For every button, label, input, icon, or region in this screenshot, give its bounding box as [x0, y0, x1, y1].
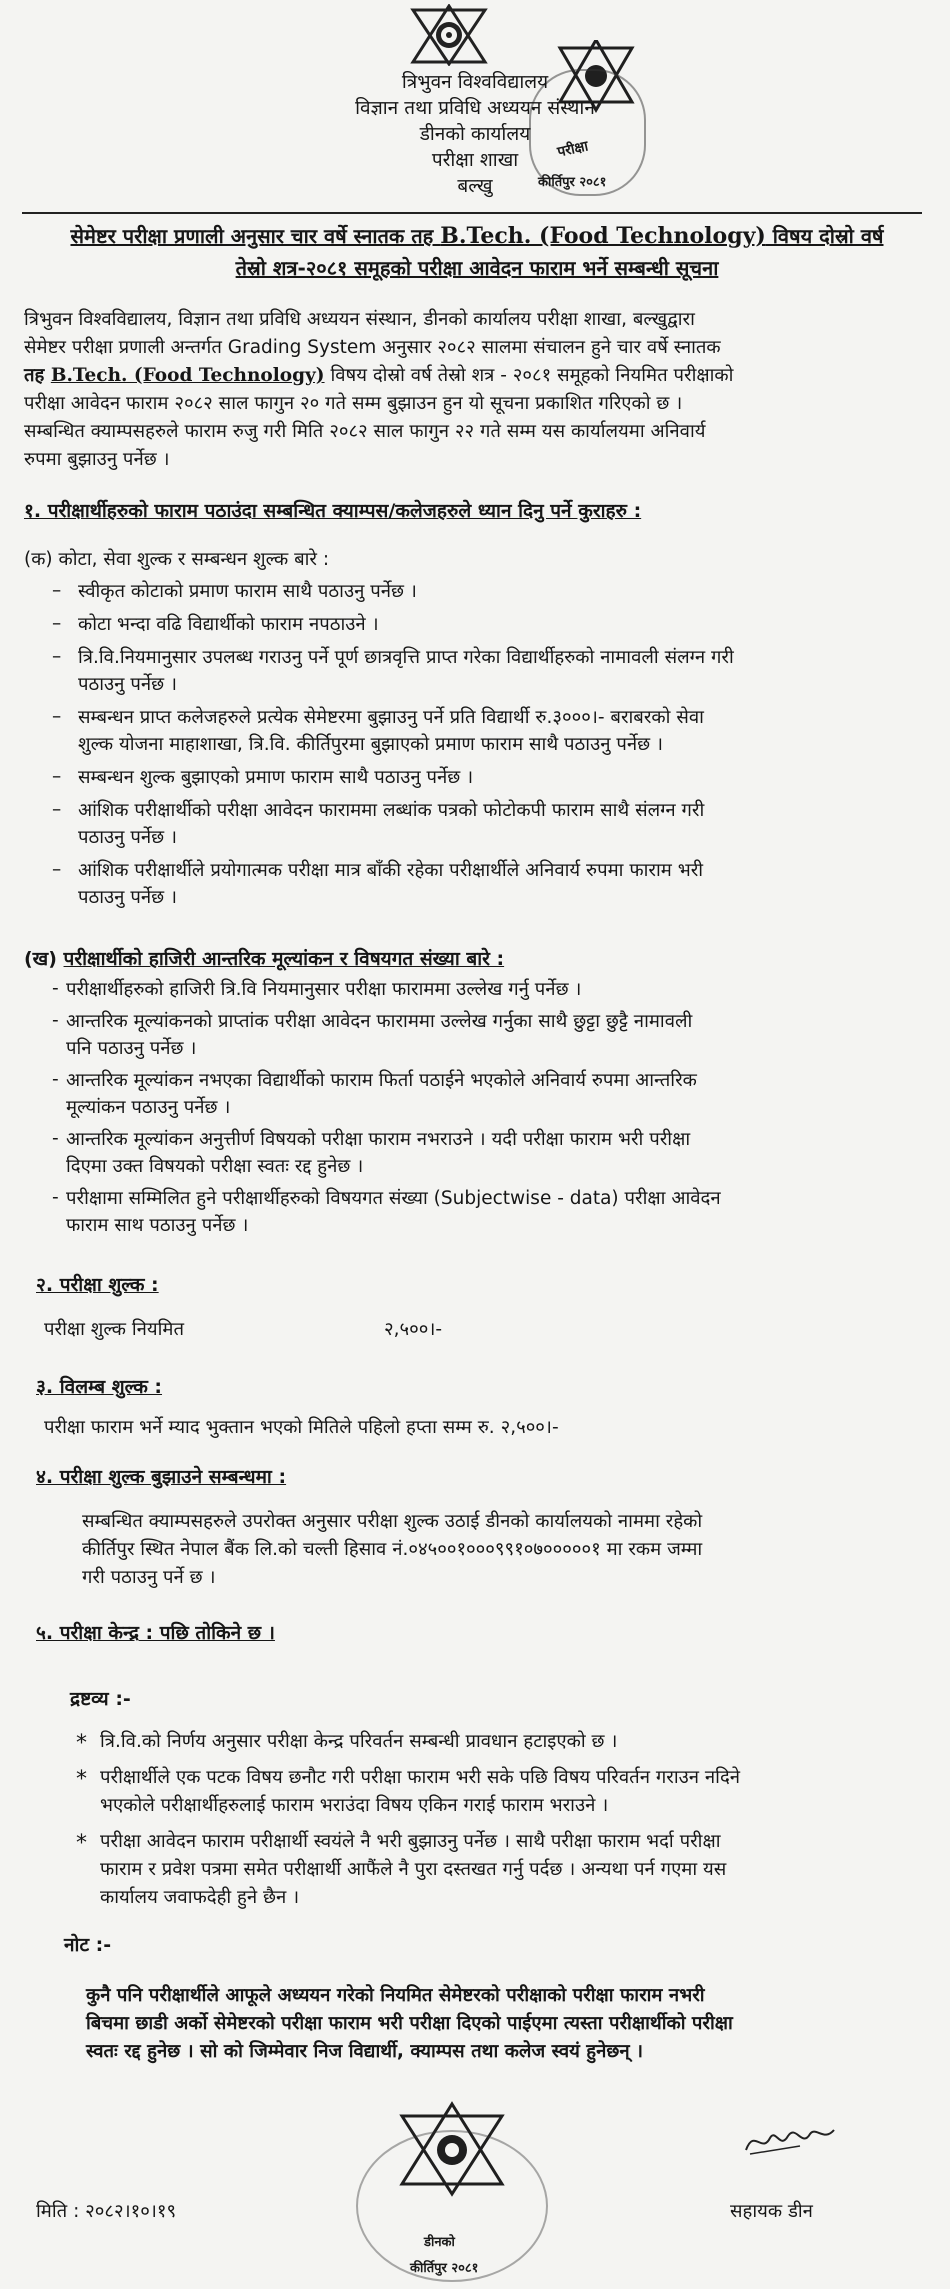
late-fee-text: परीक्षा फाराम भर्ने म्याद भुक्तान भएको मितिले पहिलो हप्ता सम्म रु. २,५००।- [44, 1417, 559, 1438]
notes-list-item-line: परीक्षा आवेदन फाराम परीक्षार्थी स्वयंले नै भरी बुझाउनु पर्नेछ । साथै परीक्षा फाराम भर्दा परीक्षा [100, 1831, 721, 1852]
kha-list-item-line: दिएमा उक्त विषयको परीक्षा स्वतः रद्द हुनेछ । [66, 1156, 364, 1177]
intro-line-2: सेमेष्टर परीक्षा प्रणाली अन्तर्गत Grading System अनुसार २०८२ सालमा संचालन हुने चार वर्षे स्नातक [24, 337, 721, 358]
note-label: नोट :- [64, 1934, 112, 1956]
exam-fee-label: परीक्षा शुल्क नियमित [44, 1319, 185, 1340]
kha-list-item-line: आन्तरिक मूल्यांकनको प्राप्तांक परीक्षा आवेदन फाराममा उल्लेख गर्नुका साथै छुट्टा छुट्टै नामावली [66, 1011, 693, 1032]
header-divider [22, 212, 922, 214]
signatory-title: सहायक डीन [730, 2201, 813, 2222]
intro-line-3 [24, 362, 733, 389]
kha-list-item-line: पनि पठाउनु पर्नेछ । [66, 1038, 197, 1059]
header-branch: परीक्षा शाखा [431, 149, 519, 171]
intro-line-6: रुपमा बुझाउनु पर्नेछ । [24, 449, 170, 470]
kha-list-item-line: परीक्षार्थीहरुको हाजिरी त्रि.वि नियमानुसार परीक्षा फाराममा उल्लेख गर्नु पर्नेछ । [66, 979, 582, 1000]
ka-list-item-line: आंशिक परीक्षार्थीले प्रयोगात्मक परीक्षा मात्र बाँकी रहेका परीक्षार्थीले अनिवार्य रुपमा फाराम भरी [78, 860, 704, 881]
ka-list-item-line: शुल्क योजना माहाशाखा, त्रि.वि. कीर्तिपुरमा बुझाएको प्रमाण फाराम साथै पठाउनु पर्नेछ । [78, 734, 664, 755]
note-line-2: बिचमा छाडी अर्को सेमेष्टरको परीक्षा फाराम भरी परीक्षा दिएको पाईएमा त्यस्ता परीक्षार्थीको परीक्षा [86, 2013, 733, 2034]
title-prefix: सेमेष्टर परीक्षा प्रणाली अनुसार चार वर्षे स्नातक तह [70, 224, 441, 248]
section2-heading-text: २. परीक्षा शुल्क : [36, 1274, 159, 1296]
bullet-star: * [76, 1831, 87, 1856]
bullet-dash: - [52, 1128, 59, 1149]
section4-heading-text: ४. परीक्षा शुल्क बुझाउने सम्बन्धमा : [36, 1466, 287, 1488]
section1-sub-ka: (क) कोटा, सेवा शुल्क र सम्बन्धन शुल्क बारे : [24, 549, 330, 570]
notice-title-line2 [22, 254, 932, 282]
header-university: त्रिभुवन विश्वविद्यालय [401, 71, 549, 93]
notes-list-item-line: परीक्षार्थीले एक पटक विषय छनौट गरी परीक्षा फाराम भरी सके पछि विषय परिवर्तन गराउन नदिने [100, 1767, 741, 1788]
title-suffix: विषय दोस्रो वर्ष [765, 224, 884, 248]
header-office: डीनको कार्यालय [419, 123, 531, 145]
notice-date: मिति : २०८२।१०।१९ [36, 2201, 177, 2222]
ka-list-item-line: पठाउनु पर्नेछ । [78, 887, 177, 908]
section4-line-3: गरी पठाउनु पर्ने छ । [82, 1567, 216, 1588]
bullet-dash: - [52, 1187, 59, 1208]
notice-title-line1 [22, 222, 932, 250]
bullet-dash: - [52, 1010, 59, 1031]
ka-list-item-line: सम्बन्धन प्राप्त कलेजहरुले प्रत्येक सेमेष्टरमा बुझाउनु पर्ने प्रति विद्यार्थी रु.३०००।- बराबरको सेवा [78, 707, 704, 728]
section3-heading-text: ३. विलम्ब शुल्क : [36, 1376, 163, 1398]
ka-list-item-line: आंशिक परीक्षार्थीको परीक्षा आवेदन फाराममा लब्धांक पत्रको फोटोकपी फाराम साथै संलग्न गरी [78, 800, 705, 821]
section5-heading-text: ५. परीक्षा केन्द्र : पछि तोकिने छ । [36, 1622, 275, 1644]
title-line2: तेस्रो शत्र-२०८१ समूहको परीक्षा आवेदन फाराम भर्ने सम्बन्धी सूचना [235, 256, 719, 280]
intro-course: B.Tech. (Food Technology) [50, 365, 325, 386]
header-institute: विज्ञान तथा प्रविधि अध्ययन संस्थान [355, 97, 595, 119]
bullet-dash: - [52, 1069, 59, 1090]
bullet-star: * [76, 1767, 87, 1792]
ka-list-item-line: सम्बन्धन शुल्क बुझाएको प्रमाण फाराम साथै पठाउनु पर्नेछ । [78, 767, 474, 788]
bullet-dash: – [52, 859, 62, 880]
intro-line3-b: विषय दोस्रो वर्ष तेस्रो शत्र - २०८१ समूहको नियमित परीक्षाको [324, 365, 734, 386]
bullet-dash: – [52, 799, 62, 820]
section2-heading [36, 1272, 159, 1299]
intro-line3-a: तह [24, 365, 51, 386]
notes-label: द्रष्टव्य :- [70, 1688, 131, 1710]
bottom-stamp-text-1: डीनको [424, 2235, 455, 2250]
title-course: B.Tech. (Food Technology) [440, 223, 766, 249]
notes-list-item-line: कार्यालय जवाफदेही हुने छैन । [100, 1887, 300, 1908]
kha-list-item-line: आन्तरिक मूल्यांकन अनुत्तीर्ण विषयको परीक्षा फाराम नभराउने । यदी परीक्षा फाराम भरी परीक्षा [66, 1129, 691, 1150]
bullet-dash: – [52, 706, 62, 727]
intro-line-1: त्रिभुवन विश्वविद्यालय, विज्ञान तथा प्रविधि अध्ययन संस्थान, डीनको कार्यालय परीक्षा शाखा, बल्खुद्वारा [24, 309, 695, 330]
section4-line-1: सम्बन्धित क्याम्पसहरुले उपरोक्त अनुसार परीक्षा शुल्क उठाई डीनको कार्यालयको नाममा रहेको [82, 1511, 703, 1532]
kha-list-item-line: परीक्षामा सम्मिलित हुने परीक्षार्थीहरुको विषयगत संख्या (Subjectwise - data) परीक्षा आवेदन [66, 1188, 721, 1209]
sub-kha-text: परीक्षार्थीको हाजिरी आन्तरिक मूल्यांकन र विषयगत संख्या बारे : [63, 948, 505, 970]
kha-list-item-line: आन्तरिक मूल्यांकन नभएका विद्यार्थीको फाराम फिर्ता पठाईने भएकोले अनिवार्य रुपमा आन्तरिक [66, 1070, 697, 1091]
notes-list-item-line: भएकोले परीक्षार्थीहरुलाई फाराम भराउंदा विषय एकिन गराई फाराम भराउने । [100, 1795, 609, 1816]
header-location: बल्खु [457, 175, 493, 197]
bullet-dash: – [52, 766, 62, 787]
note-line-1: कुनै पनि परीक्षार्थीले आफूले अध्ययन गरेको नियमित सेमेष्टरको परीक्षाको परीक्षा फाराम नभरी [86, 1985, 705, 2006]
bullet-dash: – [52, 646, 62, 667]
kha-list-item-line: मूल्यांकन पठाउनु पर्नेछ । [66, 1097, 231, 1118]
ka-list-item-line: पठाउनु पर्नेछ । [78, 827, 177, 848]
section1-sub-kha [24, 946, 504, 973]
section5-heading [36, 1620, 275, 1647]
sub-kha-label: (ख) [24, 948, 64, 970]
notes-list-item-line: त्रि.वि.को निर्णय अनुसार परीक्षा केन्द्र परिवर्तन सम्बन्धी प्रावधान हटाइएको छ । [100, 1731, 618, 1752]
ka-list-item-line: त्रि.वि.नियमानुसार उपलब्ध गराउनु पर्ने पूर्ण छात्रवृत्ति प्राप्त गरेका विद्यार्थीहरुको नामावली संलग्न गरी [78, 647, 734, 668]
ka-list-item-line: पठाउनु पर्नेछ । [78, 674, 177, 695]
office-stamp-bottom [352, 2096, 572, 2286]
tu-emblem-logo [410, 4, 488, 66]
note-line-3: स्वतः रद्द हुनेछ । सो को जिम्मेवार निज विद्यार्थी, क्याम्पस तथा कलेज स्वयं हुनेछन् । [86, 2041, 644, 2062]
kha-list-item-line: फाराम साथ पठाउनु पर्नेछ । [66, 1215, 249, 1236]
signature-mark [740, 2120, 840, 2160]
ka-list-item-line: कोटा भन्दा वढि विद्यार्थीको फाराम नपठाउने । [78, 614, 379, 635]
ka-list-item-line: स्वीकृत कोटाको प्रमाण फाराम साथै पठाउनु पर्नेछ । [78, 581, 417, 602]
bullet-dash: – [52, 613, 62, 634]
bullet-dash: – [52, 580, 62, 601]
section1-heading [24, 498, 641, 525]
section4-heading [36, 1464, 286, 1491]
stamp-text-2: कीर्तिपुर २०८१ [538, 175, 607, 190]
notes-list-item-line: फाराम र प्रवेश पत्रमा समेत परीक्षार्थी आफैंले नै पुरा दस्तखत गर्नु पर्दछ । अन्यथा पर्न गएमा यस [100, 1859, 727, 1880]
intro-line-5: सम्बन्धित क्याम्पसहरुले फाराम रुजु गरी मिति २०८२ साल फागुन २२ गते सम्म यस कार्यालयमा अनिवार्य [24, 421, 706, 442]
stamp-text-1: परीक्षा [555, 138, 590, 161]
section4-line-2: कीर्तिपुर स्थित नेपाल बैंक लि.को चल्ती हिसाव नं.०४५००१०००९९१०७०००००१ मा रकम जम्मा [82, 1539, 703, 1560]
intro-line-4: परीक्षा आवेदन फाराम २०८२ साल फागुन २० गते सम्म बुझाउन हुन यो सूचना प्रकाशित गरिएको छ । [24, 393, 683, 414]
section1-heading-text: १. परीक्षार्थीहरुको फाराम पठाउंदा सम्बन्धित क्याम्पस/कलेजहरुले ध्यान दिनु पर्ने कुराहरु : [24, 500, 642, 522]
exam-fee-amount: २,५००।- [384, 1319, 443, 1340]
bottom-stamp-text-2: कीर्तिपुर २०८१ [410, 2261, 479, 2276]
bullet-star: * [76, 1731, 87, 1756]
bullet-dash: - [52, 978, 59, 999]
section3-heading [36, 1374, 162, 1401]
